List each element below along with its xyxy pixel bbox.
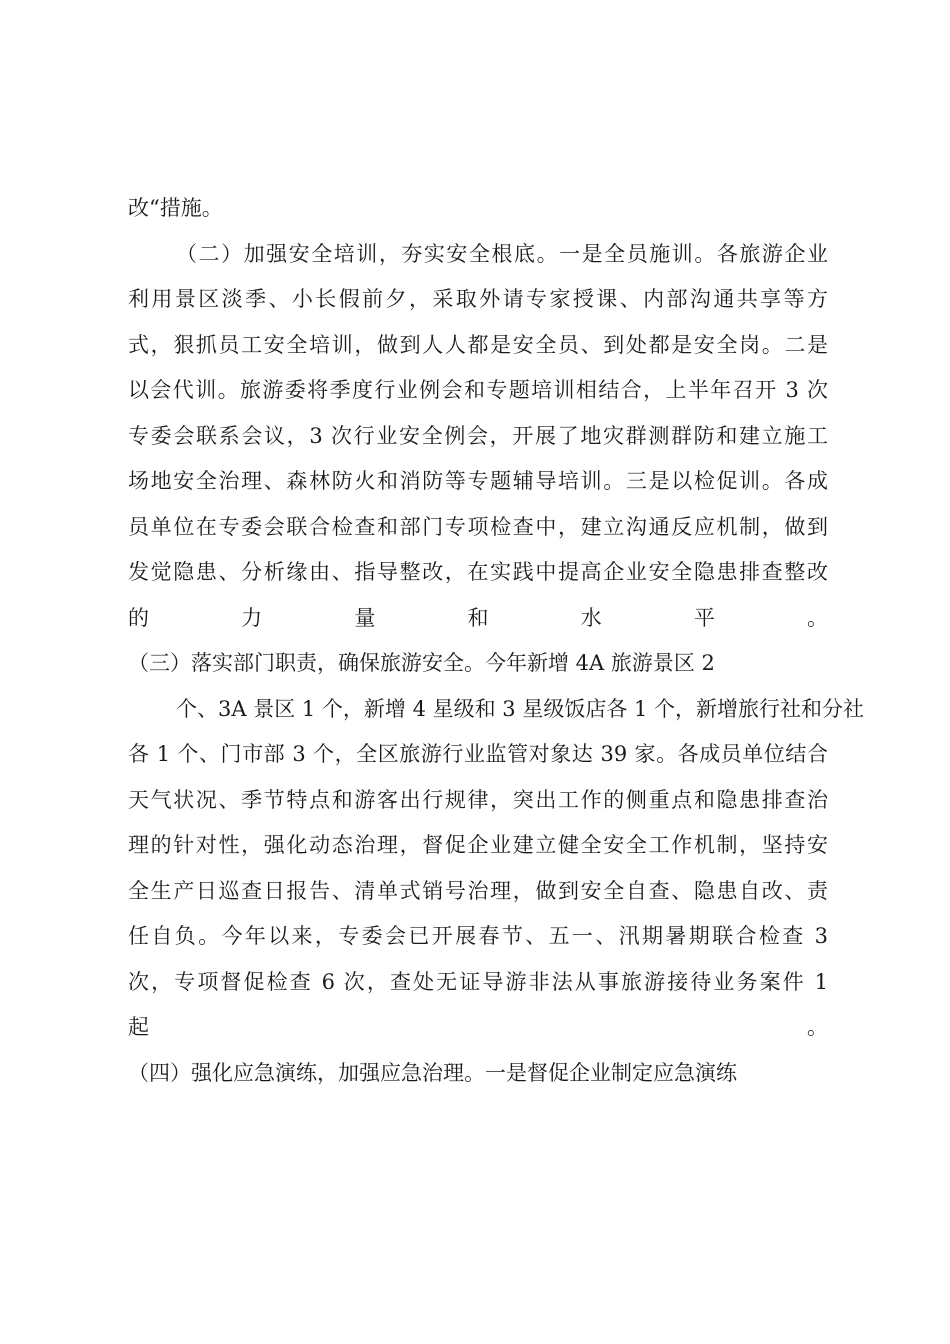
text-line: 全生产日巡查日报告、清单式销号治理，做到安全自查、隐患自改、责 [128, 879, 828, 903]
text-line: 各 1 个、门市部 3 个，全区旅游行业监管对象达 39 家。各成员单位结合 [128, 742, 828, 766]
text-line: 专委会联系会议，3 次行业安全例会，开展了地灾群测群防和建立施工 [128, 424, 828, 448]
text-line: 以会代训。旅游委将季度行业例会和专题培训相结合，上半年召开 3 次 [128, 378, 828, 402]
text-line: 发觉隐患、分析缘由、指导整改，在实践中提高企业安全隐患排查整改 [128, 560, 828, 584]
paragraph-heading-line [176, 1103, 828, 1133]
text-line: 任自负。今年以来，专委会已开展春节、五一、汛期暑期联合检查 3 [128, 924, 828, 948]
text-line: 式，狠抓员工安全培训，做到人人都是安全员、到处都是安全岗。二是 [128, 333, 828, 357]
text-line: （三）落实部门职责，确保旅游安全。今年新增 4A 旅游景区 2 [128, 651, 715, 675]
paragraph-heading-line: 个、3A 景区 1 个，新增 4 星级和 3 星级饭店各 1 个，新增旅行社和分社 [176, 697, 865, 721]
text-line: 理的针对性，强化动态治理，督促企业建立健全安全工作机制，坚持安 [128, 833, 828, 857]
text-line: （四）强化应急演练，加强应急治理。一是督促企业制定应急演练 [128, 1061, 737, 1085]
text-line: 天气状况、季节特点和游客出行规律，突出工作的侧重点和隐患排查治 [128, 788, 828, 812]
text-line: 员单位在专委会联合检查和部门专项检查中，建立沟通反应机制，做到 [128, 515, 828, 539]
text-line: 利用景区淡季、小长假前夕，采取外请专家授课、内部沟通共享等方 [128, 287, 828, 311]
paragraph-heading-line: （二）加强安全培训，夯实安全根底。一是全员施训。各旅游企业 [176, 242, 828, 266]
text-line: 场地安全治理、森林防火和消防等专题辅导培训。三是以检促训。各成 [128, 469, 828, 493]
text-line: 改“措施。 [128, 196, 223, 220]
text-line: 起。 [128, 1015, 828, 1039]
text-line: 次，专项督促检查 6 次，查处无证导游非法从事旅游接待业务案件 1 [128, 970, 828, 994]
text-line: 的力量和水平。 [128, 606, 828, 630]
